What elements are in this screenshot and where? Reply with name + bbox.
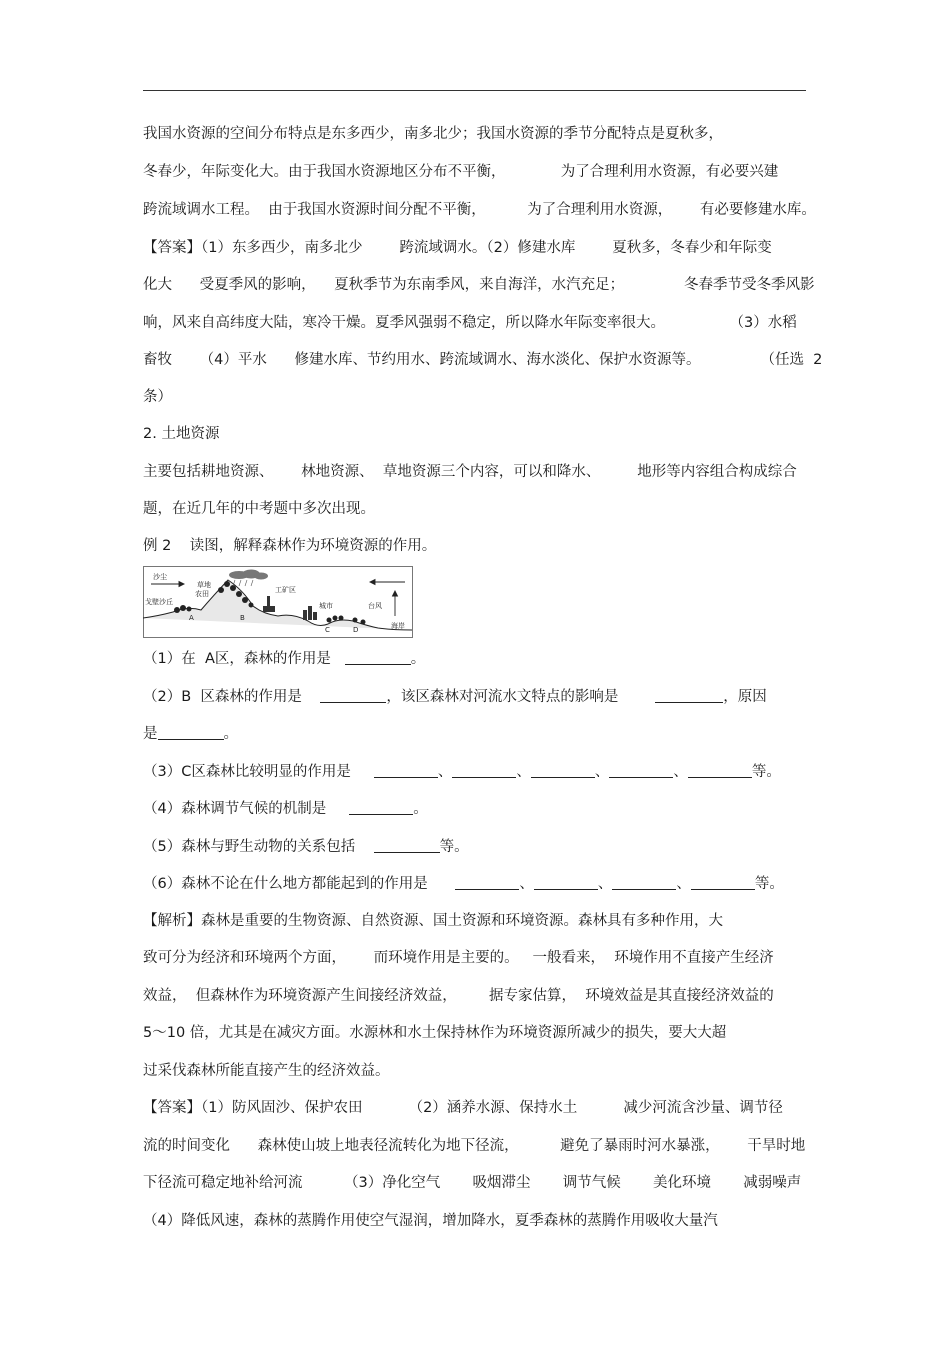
question-4 (143, 799, 428, 819)
label-a: A (189, 614, 194, 622)
label-gongkuang: 工矿区 (275, 586, 296, 594)
label-nongtian: 农田 (195, 590, 209, 598)
question-6-text: （6）森林不论在什么地方都能起到的作用是 (143, 876, 456, 892)
analysis-line-3: 效益， 但森林作为环境资源产生间接经济效益， 据专家估算， 环境效益是其直接经济效益的 (143, 988, 774, 1004)
question-1-text: （1）在 A区，森林的作用是 (143, 651, 345, 667)
answer-blank[interactable] (455, 874, 519, 890)
separator: 、 (676, 876, 691, 892)
separator: 、 (516, 764, 531, 780)
question-3-text: （3）C区森林比较明显的作用是 (143, 764, 374, 780)
separator: 、 (519, 876, 534, 892)
separator: 、 (673, 764, 688, 780)
question-5-text: （5）森林与野生动物的关系包括 (143, 839, 374, 855)
answer1-line-3: 响，风来自高纬度大陆，寒冷干燥。夏季风强弱不稳定，所以降水年际变率很大。 （3）水稻 (143, 315, 797, 331)
question-2-text: （2）B 区森林的作用是 (143, 689, 321, 705)
answer1-line-4: 畜牧 （4）平水 修建水库、节约用水、跨流域调水、海水淡化、保护水资源等。 （任选 2 (143, 352, 823, 368)
question-6 (143, 874, 784, 894)
question-2-text-c: ，原因 (723, 689, 767, 705)
label-taifeng: 台风 (368, 602, 382, 610)
answer1-line-1: 【答案】（1）东多西少，南多北少 跨流域调水。（2）修建水库 夏秋多，冬春少和年际变 (143, 240, 772, 256)
analysis-line-2: 致可分为经济和环境两个方面， 而环境作用是主要的。 一般看来， 环境作用不直接产生经济 (143, 950, 774, 966)
label-gebi: 戈壁沙丘 (145, 598, 173, 606)
answer-blank[interactable] (531, 762, 595, 778)
answer-blank[interactable] (345, 649, 411, 665)
answer-blank[interactable] (688, 762, 752, 778)
question-2 (143, 687, 767, 707)
question-4-end: 。 (413, 801, 428, 817)
answer-blank[interactable] (534, 874, 598, 890)
question-3-end: 等。 (751, 764, 781, 780)
answer-blank[interactable] (374, 837, 440, 853)
label-d: D (353, 626, 359, 634)
answer-blank[interactable] (374, 762, 438, 778)
answer-blank[interactable] (612, 874, 676, 890)
separator: 、 (597, 876, 613, 892)
question-5 (143, 837, 469, 857)
section-land-line-2: 题，在近几年的中考题中多次出现。 (143, 501, 375, 517)
para-water-line-3: 跨流域调水工程。 由于我国水资源时间分配不平衡， 为了合理利用水资源， 有必要修建水库。 (143, 202, 816, 218)
answer2-line-1: 【答案】（1）防风固沙、保护农田 （2）涵养水源、保持水土 减少河流含沙量、调节径 (143, 1100, 783, 1116)
question-2-end: 。 (223, 726, 238, 742)
answer1-line-2: 化大 受夏季风的影响， 夏秋季节为东南季风，来自海洋，水汽充足； 冬春季节受冬季风影 (143, 277, 815, 293)
answer-blank[interactable] (655, 687, 723, 703)
answer2-line-4: （4）降低风速，森林的蒸腾作用使空气湿润，增加降水，夏季森林的蒸腾作用吸收大量汽 (143, 1213, 718, 1229)
answer-blank[interactable] (452, 762, 516, 778)
question-3 (143, 762, 781, 782)
question-2-cont (143, 724, 238, 744)
answer-blank[interactable] (349, 799, 413, 815)
analysis-line-5: 过采伐森林所能直接产生的经济效益。 (143, 1063, 390, 1079)
label-caodi: 草地 (197, 581, 211, 589)
label-b: B (240, 614, 245, 622)
answer1-line-5: 条） (143, 389, 172, 405)
answer-blank[interactable] (609, 762, 673, 778)
question-5-end: 等。 (439, 839, 469, 855)
analysis-line-1: 【解析】森林是重要的生物资源、自然资源、国土资源和环境资源。森林具有多种作用，大 (143, 913, 723, 929)
question-1 (143, 649, 425, 669)
question-2-text-b: ，该区森林对河流水文特点的影响是 (386, 689, 656, 705)
header-rule (143, 90, 806, 91)
question-1-end: 。 (410, 651, 426, 667)
separator: 、 (594, 764, 610, 780)
answer-blank[interactable] (320, 687, 386, 703)
example-title: 例 2 读图，解释森林作为环境资源的作用。 (143, 538, 437, 554)
label-c: C (325, 626, 330, 634)
label-chengshi: 城市 (319, 602, 333, 610)
section-land-line-1: 主要包括耕地资源、 林地资源、 草地资源三个内容，可以和降水、 地形等内容组合构成综合 (143, 464, 797, 480)
label-shachen: 沙尘 (153, 573, 167, 581)
para-water-line-2: 冬春少，年际变化大。由于我国水资源地区分布不平衡， 为了合理利用水资源，有必要兴建 (143, 164, 779, 180)
answer2-line-2: 流的时间变化 森林使山坡上地表径流转化为地下径流， 避免了暴雨时河水暴涨， 干旱时地 (143, 1138, 806, 1154)
answer-blank[interactable] (158, 724, 224, 740)
separator: 、 (437, 764, 453, 780)
section-title-land: 2. 土地资源 (143, 426, 220, 442)
para-water-line-1: 我国水资源的空间分布特点是东多西少，南多北少；我国水资源的季节分配特点是夏秋多， (143, 126, 723, 142)
answer-blank[interactable] (691, 874, 755, 890)
question-6-end: 等。 (754, 876, 784, 892)
question-2-text-d: 是 (143, 726, 158, 742)
forest-diagram (143, 566, 413, 638)
analysis-line-4: 5～10 倍，尤其是在减灾方面。水源林和水土保持林作为环境资源所减少的损失，要大大超 (143, 1025, 727, 1041)
label-haian: 海岸 (391, 622, 405, 630)
question-4-text: （4）森林调节气候的机制是 (143, 801, 350, 817)
answer2-line-3: 下径流可稳定地补给河流 （3）净化空气 吸烟滞尘 调节气候 美化环境 减弱噪声 (143, 1175, 802, 1191)
